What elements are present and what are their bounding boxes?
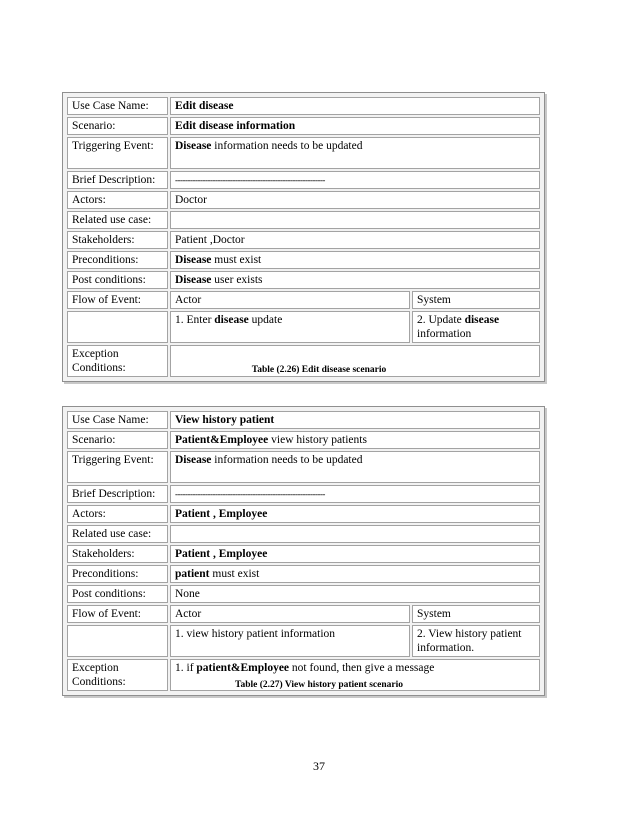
row-label: Triggering Event: [67,451,168,483]
table-row [67,251,540,269]
table-row [67,231,540,249]
row-value [170,211,540,229]
row-label: Actors: [67,505,168,523]
row-value: Patient&Employee view history patients [170,431,540,449]
table-row [67,625,540,657]
row-label: Post conditions: [67,585,168,603]
actor-header: Actor [170,605,410,623]
table-row [67,585,540,603]
row-label: Scenario: [67,117,168,135]
table-row [67,545,540,563]
table-row [67,191,540,209]
row-label [67,625,168,657]
row-label: Related use case: [67,211,168,229]
row-label: Use Case Name: [67,411,168,429]
row-label: Exception Conditions: [67,345,168,377]
row-value: ------------------------------------------------------------ [170,485,540,503]
table-row [67,171,540,189]
row-label: Flow of Event: [67,605,168,623]
system-header: System [412,605,540,623]
row-value: View history patient [170,411,540,429]
row-label: Flow of Event: [67,291,168,309]
table-row [67,311,540,343]
row-label: Brief Description: [67,171,168,189]
row-label: Scenario: [67,431,168,449]
table-row [67,505,540,523]
table-row [67,411,540,429]
row-label [67,311,168,343]
use-case-table-edit-disease [62,92,545,382]
row-label: Use Case Name: [67,97,168,115]
row-label: Stakeholders: [67,231,168,249]
row-value: Edit disease [170,97,540,115]
row-value: 1. if patient&Employee not found, then give a message [170,659,540,691]
row-value: Patient , Employee [170,505,540,523]
row-label: Preconditions: [67,565,168,583]
table-row [67,211,540,229]
row-label: Brief Description: [67,485,168,503]
row-value: Edit disease information [170,117,540,135]
row-label: Preconditions: [67,251,168,269]
row-value: Patient , Employee [170,545,540,563]
row-label: Actors: [67,191,168,209]
table-caption: Table (2.26) Edit disease scenario [251,365,387,375]
row-label: Exception Conditions: [67,659,168,691]
table-row [67,605,540,623]
row-label: Triggering Event: [67,137,168,169]
table-row [67,565,540,583]
table-caption: Table (2.27) View history patient scenario [234,680,403,690]
actor-step: 1. Enter disease update [170,311,410,343]
table-row [67,137,540,169]
row-label: Related use case: [67,525,168,543]
table-row [67,525,540,543]
table-row [67,431,540,449]
table-row [67,485,540,503]
actor-step: 1. view history patient information [170,625,410,657]
row-value: None [170,585,540,603]
row-value: Disease user exists [170,271,540,289]
row-label: Post conditions: [67,271,168,289]
row-value: patient must exist [170,565,540,583]
table-row [67,271,540,289]
row-value: ------------------------------------------------------------ [170,171,540,189]
row-label: Stakeholders: [67,545,168,563]
use-case-table-view-history [62,406,545,696]
row-value: Patient ,Doctor [170,231,540,249]
row-value: Disease information needs to be updated [170,137,540,169]
row-value [170,525,540,543]
system-step: 2. Update disease information [412,311,540,343]
row-value: Disease information needs to be updated [170,451,540,483]
table-row [67,291,540,309]
row-value: Disease must exist [170,251,540,269]
row-value: Doctor [170,191,540,209]
page-number: 37 [313,759,325,773]
system-header: System [412,291,540,309]
table-row [67,117,540,135]
table-row [67,97,540,115]
table-row [67,451,540,483]
actor-header: Actor [170,291,410,309]
system-step: 2. View history patient information. [412,625,540,657]
